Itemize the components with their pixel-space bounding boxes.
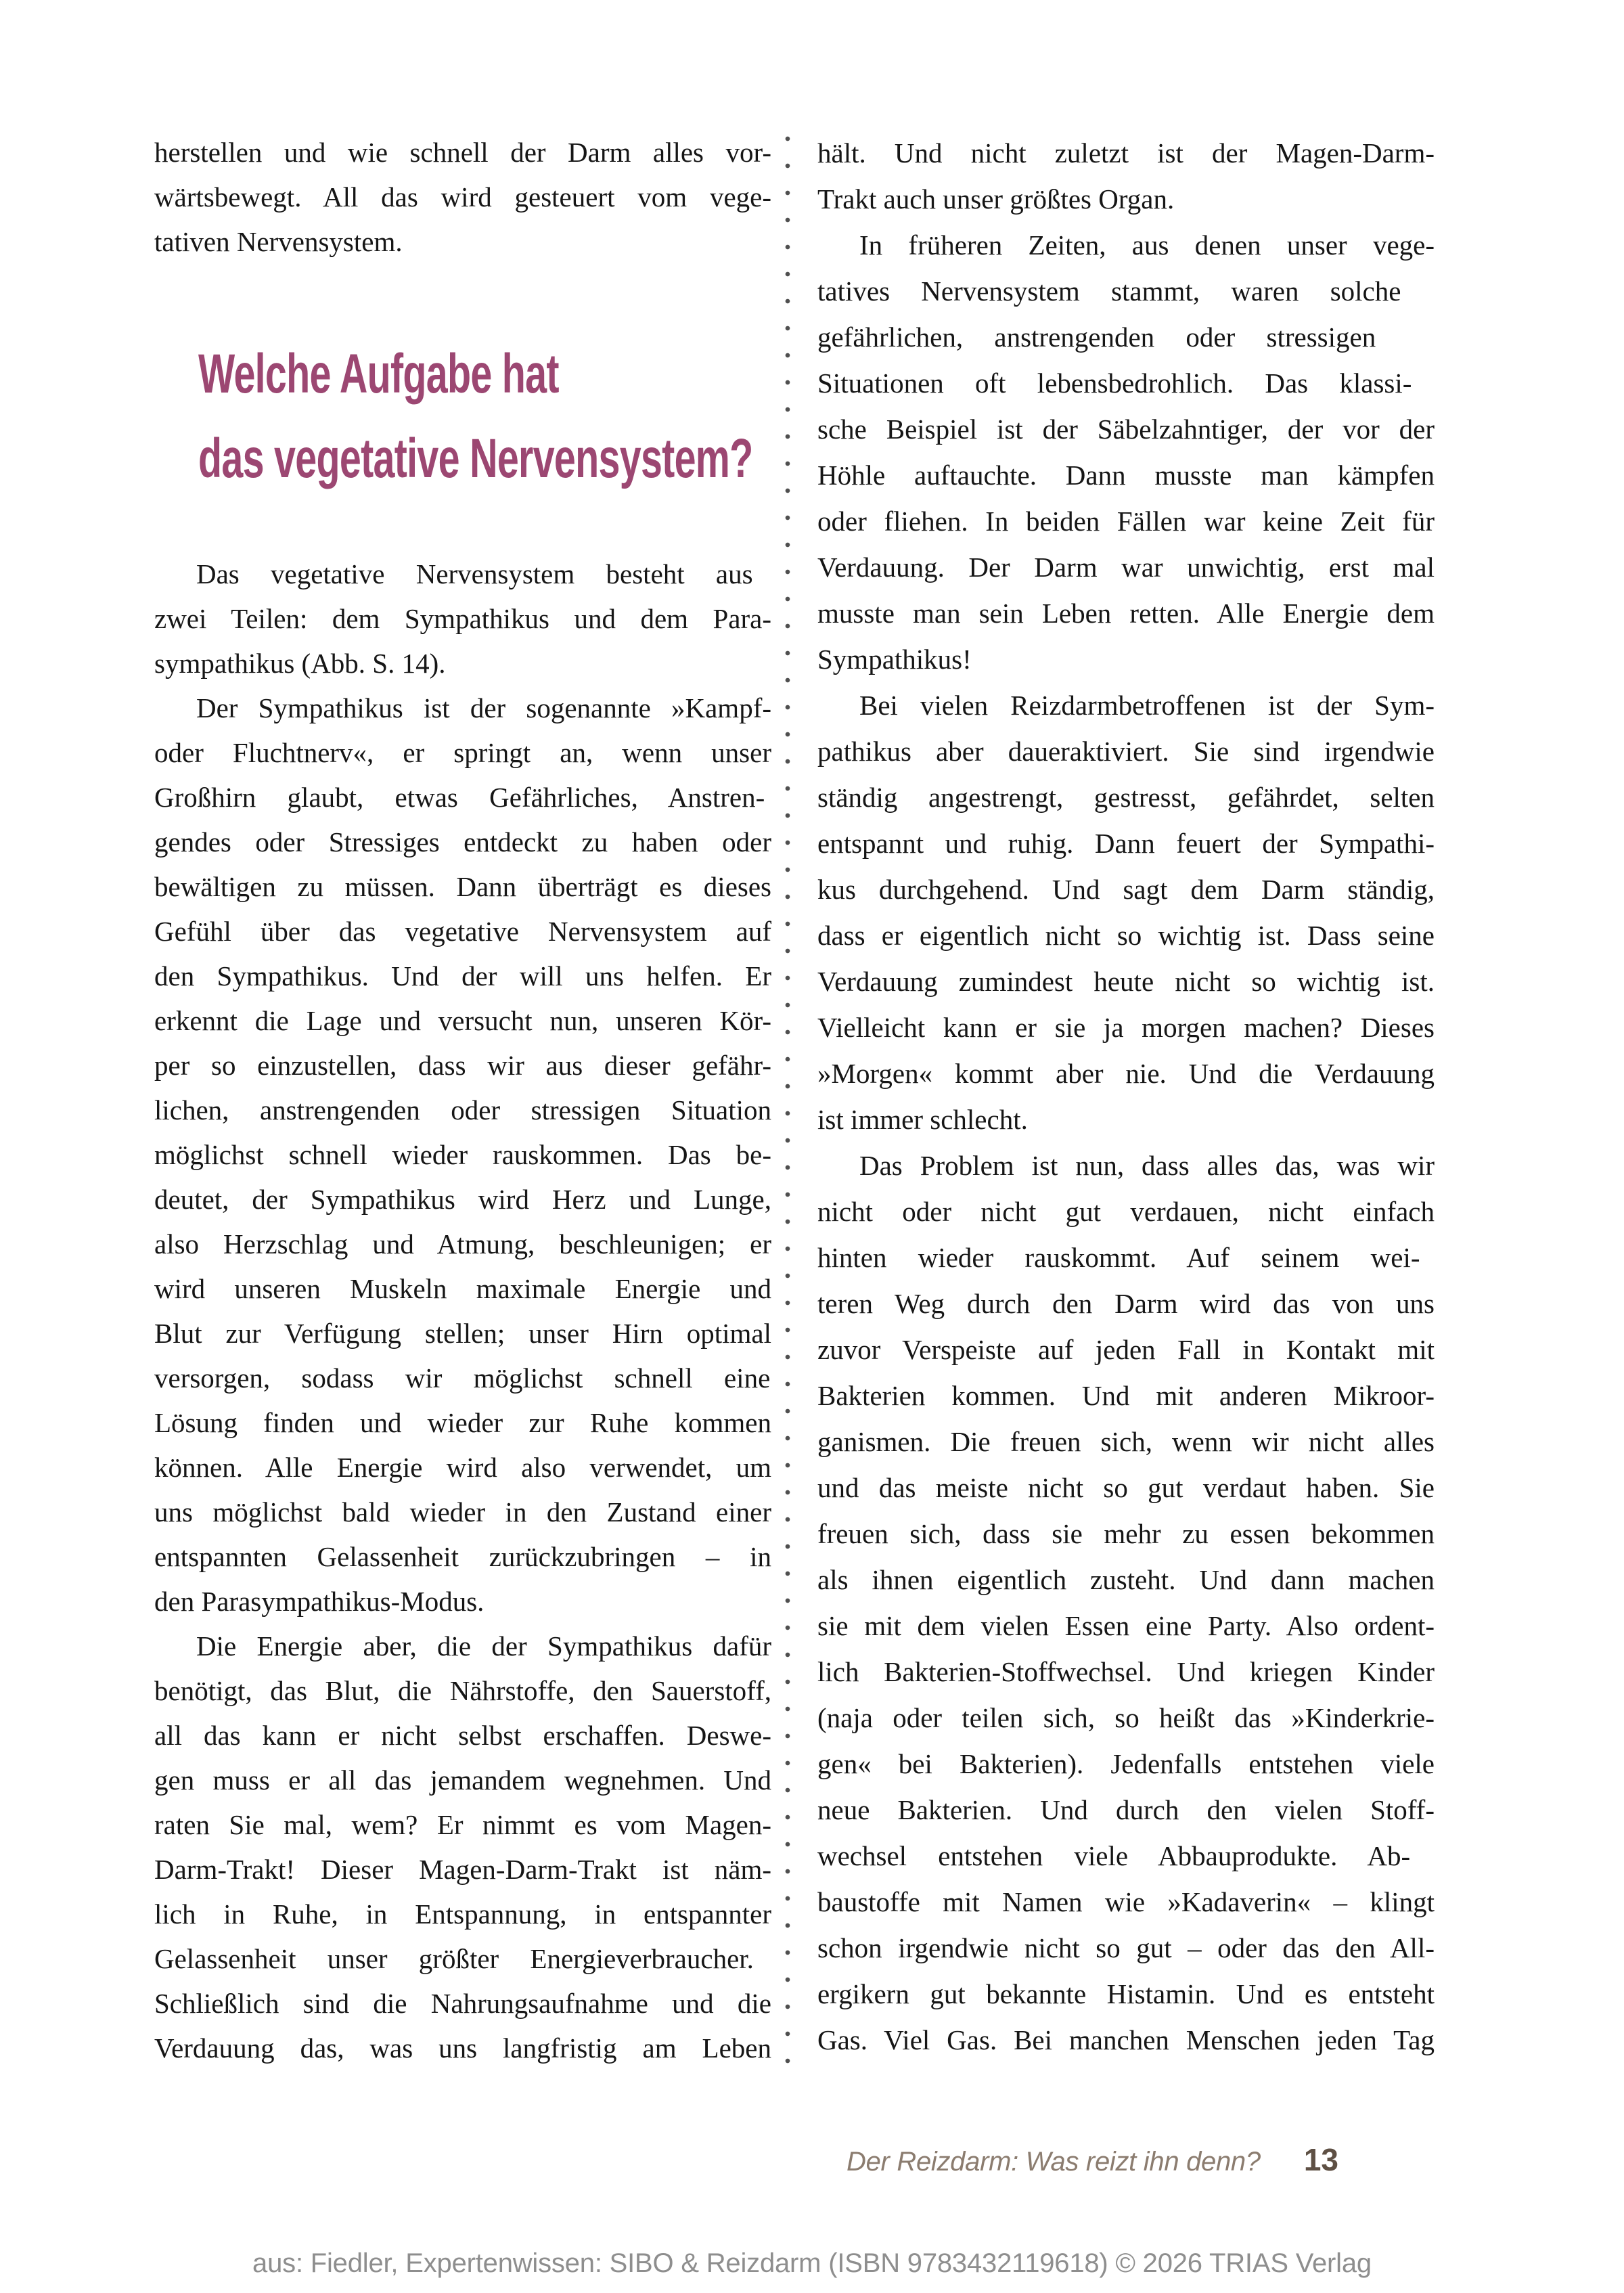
body-line: In früheren Zeiten, aus denen unser vege- xyxy=(859,229,1435,261)
body-line: Verdauung. Der Darm war unwichtig, erst mal xyxy=(817,552,1435,583)
body-line: Das vegetative Nervensystem besteht aus xyxy=(196,558,753,589)
body-line: und das meiste nicht so gut verdaut haben. Sie xyxy=(817,1472,1435,1503)
body-line: entspannt und ruhig. Dann feuert der Sympathi- xyxy=(817,828,1435,859)
body-line: wechsel entstehen viele Abbauprodukte. Ab- xyxy=(817,1840,1411,1871)
body-line: zuvor Verspeiste auf jeden Fall in Kontakt mit xyxy=(817,1334,1435,1365)
body-line: neue Bakterien. Und durch den vielen Stoff- xyxy=(817,1794,1435,1825)
body-line: ist immer schlecht. xyxy=(817,1104,1028,1135)
body-line: herstellen und wie schnell der Darm alles vor- xyxy=(154,137,771,168)
body-line: Lösung finden und wieder zur Ruhe kommen xyxy=(154,1407,771,1438)
body-line: sche Beispiel ist der Säbelzahntiger, der vor der xyxy=(817,414,1435,445)
body-line: ständig angestrengt, gestresst, gefährdet, selten xyxy=(817,782,1435,813)
body-paragraph xyxy=(817,130,1435,222)
body-paragraph xyxy=(817,682,1435,1142)
body-line: sympathikus (Abb. S. 14). xyxy=(154,648,446,679)
body-line: deutet, der Sympathikus wird Herz und Lunge, xyxy=(154,1184,771,1215)
body-line: gen« bei Bakterien). Jedenfalls entstehen viele xyxy=(817,1748,1435,1779)
body-line: ergikern gut bekannte Histamin. Und es entsteht xyxy=(817,1978,1435,2009)
body-line: erkennt die Lage und versucht nun, unseren Kör- xyxy=(154,1005,771,1036)
body-line: Höhle auftauchte. Dann musste man kämpfen xyxy=(817,460,1435,491)
body-line: lich Bakterien-Stoffwechsel. Und kriegen Kinder xyxy=(817,1656,1435,1687)
body-paragraph xyxy=(817,1142,1435,2063)
body-line: Das Problem ist nun, dass alles das, was wir xyxy=(859,1150,1435,1181)
body-line: Vielleicht kann er sie ja morgen machen? Dieses xyxy=(817,1012,1435,1043)
body-line: freuen sich, dass sie mehr zu essen bekommen xyxy=(817,1518,1435,1549)
text-column-left xyxy=(154,130,771,2070)
body-line: uns möglichst bald wieder in den Zustand einer xyxy=(154,1496,771,1528)
body-line: Bei vielen Reizdarmbetroffenen ist der Sym- xyxy=(859,690,1435,721)
body-line: Gelassenheit unser größter Energieverbraucher. xyxy=(154,1943,754,1974)
body-line: gefährlichen, anstrengenden oder stressigen xyxy=(817,321,1376,353)
body-line: lichen, anstrengenden oder stressigen Situation xyxy=(154,1094,771,1126)
body-line: Verdauung zumindest heute nicht so wichtig ist. xyxy=(817,966,1435,997)
body-line: hinten wieder rauskommt. Auf seinem wei- xyxy=(817,1242,1420,1273)
body-line: kus durchgehend. Und sagt dem Darm ständig, xyxy=(817,874,1435,905)
body-line: musste man sein Leben retten. Alle Energie dem xyxy=(817,598,1435,629)
body-line: wärtsbewegt. All das wird gesteuert vom vege- xyxy=(154,181,771,213)
body-line: lich in Ruhe, in Entspannung, in entspannter xyxy=(154,1898,771,1930)
body-line: entspannten Gelassenheit zurückzubringen – in xyxy=(154,1541,771,1572)
column-divider-dotted xyxy=(785,135,790,2070)
body-line: also Herzschlag und Atmung, beschleunigen; er xyxy=(154,1228,771,1260)
body-line: sie mit dem vielen Essen eine Party. Also ordent- xyxy=(817,1610,1435,1641)
body-line: Sympathikus! xyxy=(817,644,972,675)
body-line: tatives Nervensystem stammt, waren solche xyxy=(817,275,1401,307)
body-line: als ihnen eigentlich zusteht. Und dann machen xyxy=(817,1564,1435,1595)
body-line: (naja oder teilen sich, so heißt das »Kinderkrie- xyxy=(817,1702,1435,1733)
body-line: Gas. Viel Gas. Bei manchen Menschen jeden Tag xyxy=(817,2024,1435,2055)
body-line: versorgen, sodass wir möglichst schnell eine xyxy=(154,1362,771,1394)
body-line: ganismen. Die freuen sich, wenn wir nicht alles xyxy=(817,1426,1435,1457)
body-line: Situationen oft lebensbedrohlich. Das klassi- xyxy=(817,368,1412,399)
body-line: Blut zur Verfügung stellen; unser Hirn optimal xyxy=(154,1318,771,1349)
body-paragraph xyxy=(154,686,771,1624)
body-line: Großhirn glaubt, etwas Gefährliches, Anstren- xyxy=(154,782,765,813)
body-line: gen muss er all das jemandem wegnehmen. Und xyxy=(154,1764,771,1796)
body-line: teren Weg durch den Darm wird das von uns xyxy=(817,1288,1435,1319)
body-line: Darm-Trakt! Dieser Magen-Darm-Trakt ist näm- xyxy=(154,1854,771,1885)
body-paragraph xyxy=(154,1624,771,2070)
body-line: per so einzustellen, dass wir aus dieser gefähr- xyxy=(154,1050,771,1081)
body-paragraph xyxy=(817,222,1435,682)
body-line: Gefühl über das vegetative Nervensystem auf xyxy=(154,916,771,947)
body-line: »Morgen« kommt aber nie. Und die Verdauung xyxy=(817,1058,1435,1089)
section-heading-line: Welche Aufgabe hat xyxy=(198,343,559,405)
body-line: Der Sympathikus ist der sogenannte »Kampf- xyxy=(196,692,771,723)
body-line: nicht oder nicht gut verdauen, nicht einfach xyxy=(817,1196,1435,1227)
body-line: möglichst schnell wieder rauskommen. Das be- xyxy=(154,1139,771,1170)
body-line: Schließlich sind die Nahrungsaufnahme und die xyxy=(154,1988,771,2019)
body-line: benötigt, das Blut, die Nährstoffe, den Sauerstoff, xyxy=(154,1675,771,1706)
body-line: raten Sie mal, wem? Er nimmt es vom Magen- xyxy=(154,1809,771,1840)
body-line: Bakterien kommen. Und mit anderen Mikroor- xyxy=(817,1380,1435,1411)
body-line: den Sympathikus. Und der will uns helfen. Er xyxy=(154,960,771,992)
body-line: wird unseren Muskeln maximale Energie und xyxy=(154,1273,771,1304)
body-line: baustoffe mit Namen wie »Kadaverin« – klingt xyxy=(817,1886,1435,1917)
body-line: schon irgendwie nicht so gut – oder das den All- xyxy=(817,1932,1435,1963)
footer-chapter-title: Der Reizdarm: Was reizt ihn denn? xyxy=(846,2147,1261,2177)
body-line: oder Fluchtnerv«, er springt an, wenn unser xyxy=(154,737,771,768)
body-line: dass er eigentlich nicht so wichtig ist. Dass seine xyxy=(817,920,1435,951)
body-line: Trakt auch unser größtes Organ. xyxy=(817,183,1175,215)
body-paragraph xyxy=(154,130,771,264)
body-line: all das kann er nicht selbst erschaffen. Deswe- xyxy=(154,1720,771,1751)
credit-line: aus: Fiedler, Expertenwissen: SIBO & Reizdarm (ISBN 9783432119618) © 2026 TRIAS Verlag xyxy=(252,2248,1372,2278)
section-heading xyxy=(198,332,771,501)
body-line: zwei Teilen: dem Sympathikus und dem Para- xyxy=(154,603,771,634)
body-line: Die Energie aber, die der Sympathikus dafür xyxy=(196,1630,771,1662)
body-paragraph xyxy=(154,552,771,686)
body-line: Verdauung das, was uns langfristig am Leben xyxy=(154,2032,771,2064)
text-column-right xyxy=(817,130,1435,2063)
page-footer xyxy=(154,2141,1338,2178)
section-heading-line: das vegetative Nervensystem? xyxy=(198,428,753,489)
body-line: oder fliehen. In beiden Fällen war keine Zeit für xyxy=(817,506,1435,537)
body-line: können. Alle Energie wird also verwendet, um xyxy=(154,1452,771,1483)
body-line: tativen Nervensystem. xyxy=(154,226,403,257)
body-line: bewältigen zu müssen. Dann überträgt es dieses xyxy=(154,871,771,902)
body-line: hält. Und nicht zuletzt ist der Magen-Darm- xyxy=(817,137,1435,169)
body-line: pathikus aber daueraktiviert. Sie sind irgendwie xyxy=(817,736,1435,767)
body-line: den Parasympathikus-Modus. xyxy=(154,1586,484,1617)
footer-page-number: 13 xyxy=(1303,2142,1338,2177)
body-line: gendes oder Stressiges entdeckt zu haben oder xyxy=(154,826,771,858)
